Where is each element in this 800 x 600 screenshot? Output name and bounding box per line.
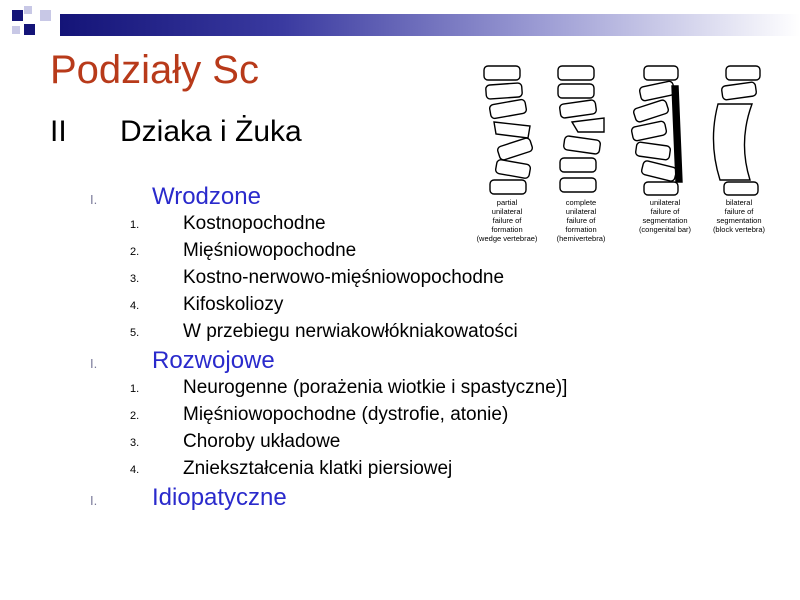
level2-marker: 2. [130,246,140,258]
level2-marker: 2. [130,410,140,422]
outline-level1-item [0,484,800,513]
level2-label: Neurogenne (porażenia wiotkie i spastyczne)] [183,377,568,398]
decor-square [12,26,20,34]
header-gradient-bar [60,14,800,36]
decor-square [12,10,23,21]
level1-marker: I. [90,192,98,207]
level2-label: Mięśniowopochodne [183,240,357,261]
figure-caption-hemivertebra: complete unilateral failure of formation (hemivertebra) [556,198,606,243]
level2-label: Mięśniowopochodne (dystrofie, atonie) [183,404,509,425]
level1-label: Idiopatyczne [152,484,287,511]
decor-square [24,24,35,35]
vertebral-anomalies-figure [472,62,772,247]
figure-caption-wedge: partial unilateral failure of formation (wedge vertebrae) [476,198,538,243]
level2-label: Zniekształcenia klatki piersiowej [183,458,453,479]
outline-level1-item [0,347,800,376]
level2-label: Kostno-nerwowo-mięśniowopochodne [183,267,505,288]
outline-level2-item [0,457,800,484]
level2-marker: 1. [130,219,140,231]
wedge-vertebrae-spine [484,66,533,194]
level2-label: Kifoskoliozy [183,294,284,315]
level2-marker: 1. [130,383,140,395]
outline-level2-item [0,320,800,347]
decor-square [40,10,51,21]
outline-level2-item [0,403,800,430]
level2-label: W przebiegu nerwiakowłókniakowatości [183,321,518,342]
block-vertebra-spine [713,66,760,195]
level2-marker: 4. [130,464,140,476]
level2-marker: 3. [130,273,140,285]
level2-marker: 3. [130,437,140,449]
level1-label: Wrodzone [152,183,261,210]
level1-label: Rozwojowe [152,347,275,374]
level2-marker: 4. [130,300,140,312]
level2-marker: 5. [130,327,140,339]
subtitle-number: II [50,115,67,148]
congenital-bar-spine [631,66,682,195]
level2-label: Kostnopochodne [183,213,326,234]
outline-level2-item [0,430,800,457]
outline-level2-item [0,376,800,403]
level1-marker: I. [90,493,98,508]
outline-level2-item [0,293,800,320]
figure-caption-block-vertebra: bilateral failure of segmentation (block vertebra) [712,198,766,234]
outline-level2-item [0,266,800,293]
hemivertebra-spine [558,66,604,192]
level1-marker: I. [90,356,98,371]
slide-subtitle [50,115,302,149]
subtitle-text: Dziaka i Żuka [120,115,302,148]
vertebrae-drawing [472,62,772,197]
decor-square [24,6,32,14]
slide-title: Podziały Sc [50,48,259,92]
figure-caption-congenital-bar: unilateral failure of segmentation (congenital bar) [638,198,692,234]
level2-label: Choroby układowe [183,431,341,452]
